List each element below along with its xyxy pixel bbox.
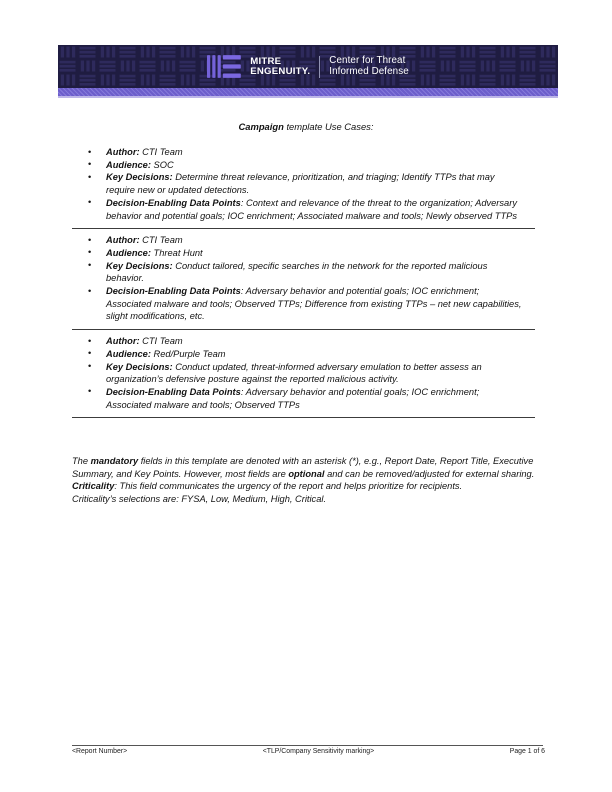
bullet-label: Decision-Enabling Data Points	[106, 286, 241, 297]
bullet-marker-icon: •	[88, 335, 92, 346]
bullet-marker-icon: •	[88, 386, 92, 397]
use-case-section-threat-hunt	[72, 234, 535, 330]
bullet-text: CTI Team	[139, 336, 183, 347]
bullet-item	[72, 386, 535, 411]
bullet-item	[72, 260, 535, 285]
footer-rule	[72, 745, 543, 746]
bullet-item	[72, 197, 535, 222]
use-case-sections	[72, 146, 535, 423]
brand-lockup	[58, 45, 558, 88]
org-name	[329, 56, 408, 77]
bullet-label: Author:	[106, 235, 140, 246]
bullet-label: Author:	[106, 147, 140, 157]
bullet-marker-icon: •	[88, 146, 92, 157]
bullet-item	[72, 335, 535, 348]
footer-report-number: <Report Number>	[72, 748, 128, 755]
title-lead: Campaign	[238, 121, 284, 132]
bullet-marker-icon: •	[88, 247, 92, 258]
bullet-item	[72, 234, 535, 247]
bullet-item	[72, 348, 535, 361]
note-criticality: Criticality: This field communicates the urgency of the report and helps prioritize for recipients.	[72, 481, 463, 492]
bullet-label: Key Decisions:	[106, 260, 173, 271]
page-footer	[72, 748, 545, 755]
bullet-label: Audience:	[106, 348, 151, 359]
title-rest: template Use Cases:	[283, 121, 374, 132]
engenuity-logo-icon	[207, 55, 241, 78]
bullet-item	[72, 247, 535, 260]
header-accent-stripe	[58, 88, 558, 98]
logo-word-2: ENGENUITY.	[250, 65, 311, 77]
use-case-section-red-purple	[72, 335, 535, 418]
logo-wordmark	[250, 57, 310, 77]
brand-divider	[319, 56, 320, 78]
bullet-item	[72, 159, 535, 172]
bullet-text: CTI Team	[139, 147, 183, 157]
bullet-item	[72, 171, 535, 196]
footer-page-number: Page 1 of 6	[509, 748, 545, 755]
logo-word-1: MITRE	[250, 55, 282, 67]
bullet-marker-icon: •	[88, 348, 92, 359]
bullet-marker-icon: •	[88, 159, 92, 170]
footer-sensitivity-marking: <TLP/Company Sensitivity marking>	[262, 748, 375, 755]
bullet-text: Red/Purple Team	[150, 348, 226, 359]
bullet-text: Determine threat relevance, prioritization, and triaging; Identify TTPs that may require new or updated detections.	[106, 172, 495, 196]
bullet-text: : Context and relevance of the threat to the organization; Adversary behavior and potential goals; IOC enrichment; Associated malware and tools; Newly observed TTPs	[106, 197, 517, 221]
bullet-label: Audience:	[106, 247, 151, 258]
bullet-text: : Adversary behavior and potential goals; IOC enrichment; Associated malware and tools; Observed TTPs; Difference from existing TTPs – net new capabilities, slight modifications, etc.	[106, 286, 522, 322]
page-title	[0, 121, 612, 132]
header-banner	[58, 45, 558, 88]
bullet-marker-icon: •	[88, 197, 92, 208]
bullet-marker-icon: •	[88, 260, 92, 271]
note-mandatory-fields: The mandatory fields in this template are denoted with an asterisk (*), e.g., Report Date, Report Title, Executive Summary, and Key Points. However, most fields are optional and can be removed/adjusted for external sharing.	[72, 456, 535, 479]
bullet-text: Conduct updated, threat-informed adversary emulation to better assess an organization’s defensive posture against the reported malicious activity.	[106, 361, 482, 385]
bullet-label: Decision-Enabling Data Points	[106, 386, 241, 397]
bullet-label: Audience:	[106, 159, 151, 170]
bullet-text: Conduct tailored, specific searches in the network for the reported malicious behavior.	[106, 260, 488, 284]
org-line-2: Informed Defense	[329, 65, 409, 77]
bullet-item	[72, 146, 535, 159]
bullet-item	[72, 285, 535, 323]
bullet-marker-icon: •	[88, 234, 92, 245]
bullet-label: Key Decisions:	[106, 361, 173, 372]
org-line-1: Center for Threat	[329, 54, 406, 66]
notes-block	[72, 455, 542, 506]
note-criticality-options: Criticality’s selections are: FYSA, Low, Medium, High, Critical.	[72, 494, 327, 505]
use-case-section-soc	[72, 146, 535, 229]
bullet-marker-icon: •	[88, 171, 92, 182]
bullet-item	[72, 361, 535, 386]
bullet-label: Key Decisions:	[106, 172, 173, 183]
bullet-text: : Adversary behavior and potential goals; IOC enrichment; Associated malware and tools; Observed TTPs	[106, 386, 480, 410]
bullet-text: SOC	[150, 159, 174, 170]
bullet-marker-icon: •	[88, 361, 92, 372]
bullet-text: CTI Team	[139, 235, 183, 246]
bullet-label: Decision-Enabling Data Points	[106, 197, 241, 208]
bullet-marker-icon: •	[88, 285, 92, 296]
bullet-label: Author:	[106, 336, 140, 347]
bullet-text: Threat Hunt	[150, 247, 203, 258]
